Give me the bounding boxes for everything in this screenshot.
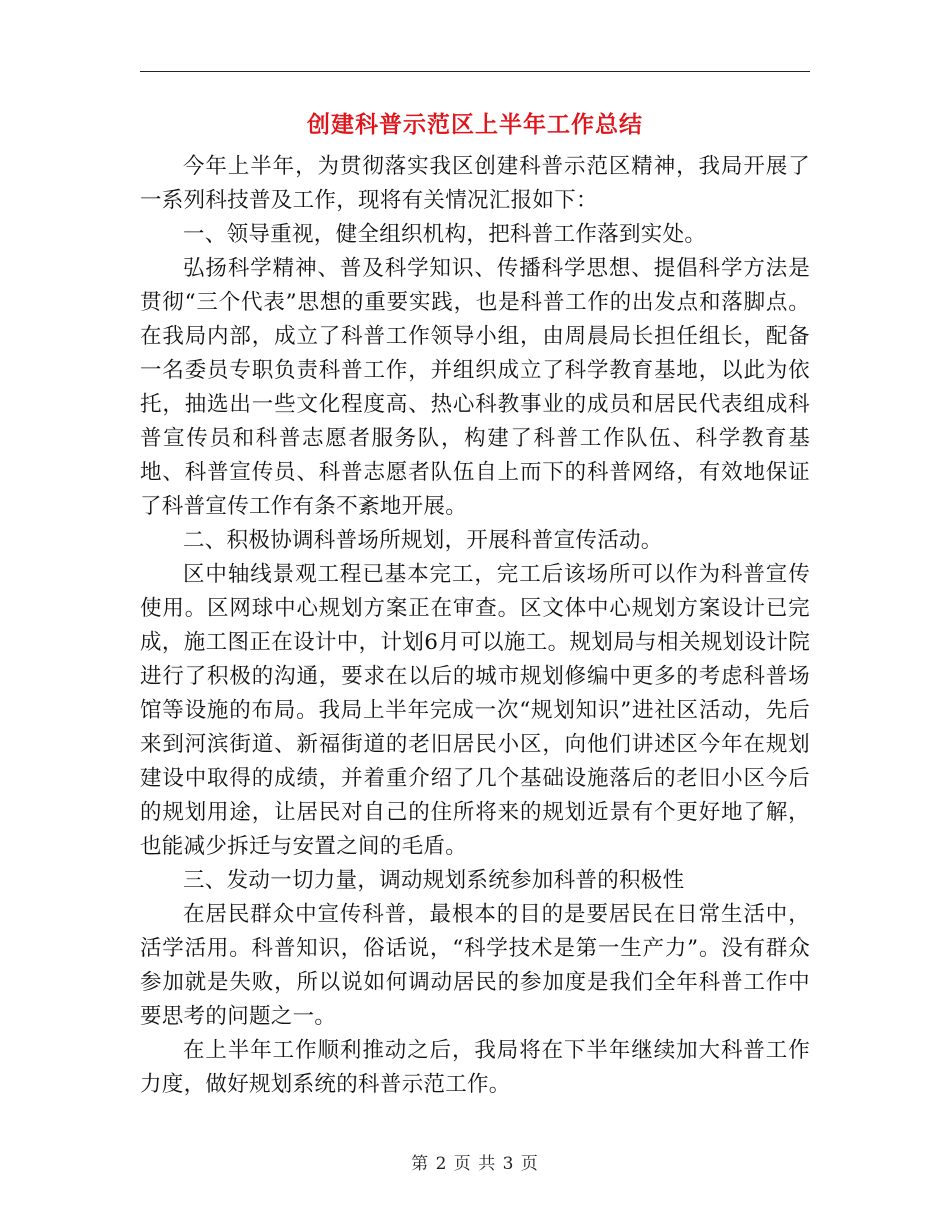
document-title: 创建科普示范区上半年工作总结: [307, 112, 643, 138]
section-heading-1: 一、领导重视，健全组织机构，把科普工作落到实处。: [183, 222, 707, 247]
closing-paragraph: 在上半年工作顺利推动之后，我局将在下半年继续加大科普工作力度，做好规划系统的科普示范工作。: [140, 1038, 810, 1097]
section-body-1: 弘扬科学精神、普及科学知识、传播科学思想、提倡科学方法是贯彻“三个代表”思想的重要实践，也是科普工作的出发点和落脚点。在我局内部，成立了科普工作领导小组，由周晨局长担任组长，配备一名委员专职负责科普工作，并组织成立了科学教育基地，以此为依托，抽选出一些文化程度高、热心科教事业的成员和居民代表组成科普宣传员和科普志愿者服务队，构建了科普工作队伍、科学教育基地、科普宣传员、科普志愿者队伍自上而下的科普网络，有效地保证了科普宣传工作有条不紊地开展。: [140, 256, 810, 519]
header-rule: [140, 71, 810, 72]
document-body: [140, 150, 810, 1102]
page-indicator: 第 2 页 共 3 页: [411, 1154, 539, 1174]
intro-paragraph: 今年上半年，为贯彻落实我区创建科普示范区精神，我局开展了一系列科技普及工作，现将有关情况汇报如下：: [140, 154, 810, 213]
section-body-3: 在居民群众中宣传科普，最根本的目的是要居民在日常生活中，活学活用。科普知识，俗话说，“科学技术是第一生产力”。没有群众参加就是失败，所以说如何调动居民的参加度是我们全年科普工作中要思考的问题之一。: [140, 902, 810, 1029]
section-heading-3: 三、发动一切力量，调动规划系统参加科普的积极性: [183, 868, 685, 893]
section-heading-2: 二、积极协调科普场所规划，开展科普宣传活动。: [183, 528, 663, 553]
section-body-2: 区中轴线景观工程已基本完工，完工后该场所可以作为科普宣传使用。区网球中心规划方案正在审查。区文体中心规划方案设计已完成，施工图正在设计中，计划6月可以施工。规划局与相关规划设计院进行了积极的沟通，要求在以后的城市规划修编中更多的考虑科普场馆等设施的布局。我局上半年完成一次“规划知识”进社区活动，先后来到河滨街道、新福街道的老旧居民小区，向他们讲述区今年在规划建设中取得的成绩，并着重介绍了几个基础设施落后的老旧小区今后的规划用途，让居民对自己的住所将来的规划近景有个更好地了解，也能减少拆迁与安置之间的毛盾。: [140, 562, 810, 859]
